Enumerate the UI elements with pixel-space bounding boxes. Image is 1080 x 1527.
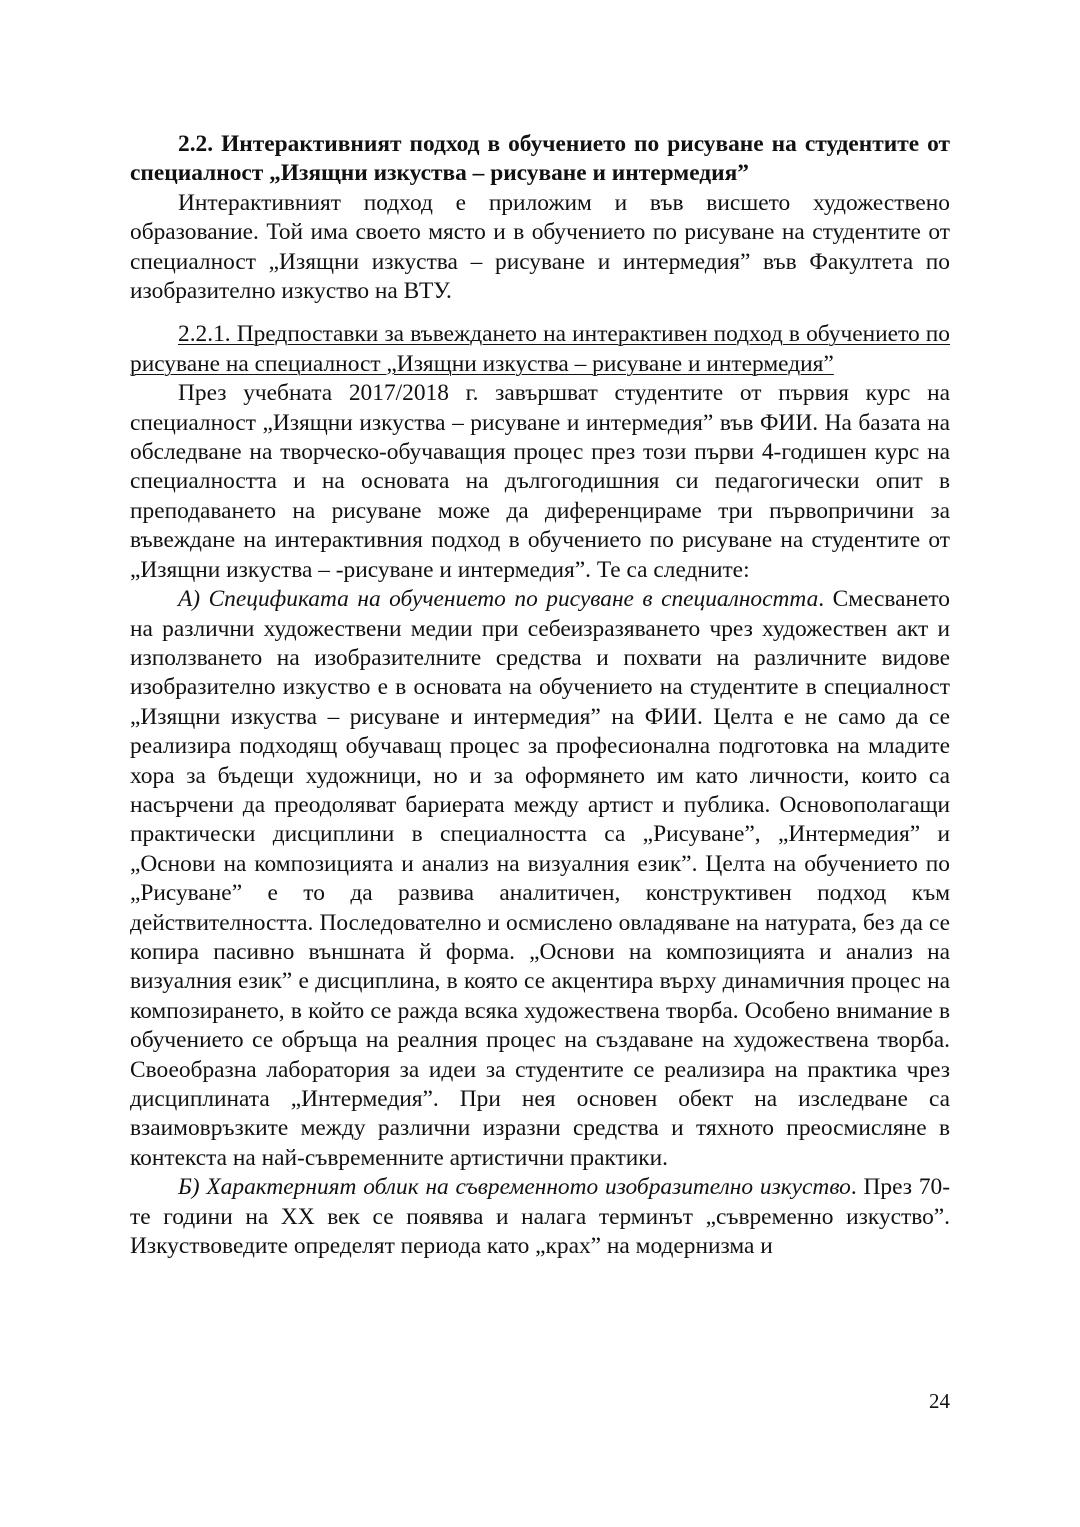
page-number: 24: [929, 1389, 950, 1413]
document-page: [130, 130, 950, 1261]
section-a-lead: А) Спецификата на обучението по рисуване в специалността: [178, 586, 819, 613]
section-b-paragraph: [130, 1173, 950, 1261]
section-a-text: . Смесването на различни художествени медии при себеизразяването чрез художествен акт и използването на изобразителните средства и похвати на различните видове изобразително изкуство е в основата на обучението на студентите в специалност „Изящни изкуства – рисуване и интермедия” на ФИИ. Целта е не само да се реализира подходящ обучаващ процес за професионална подготовка на младите хора за бъдещи художници, но и за оформянето им като личности, които са насърчени да преодоляват бариерата между артист и публика. Основополагащи практически дисциплини в специалността са „Рисуване”, „Интермедия” и „Основи на композицията и анализ на визуалния език”. Целта на обучението по „Рисуване” е то да развива аналитичен, конструктивен подход към действителността. Последователно и осмислено овладяване на натурата, без да се копира пасивно външната й форма. „Основи на композицията и анализ на визуалния език” е дисциплина, в която се акцентира върху динамичния процес на композирането, в който се ражда всяка художествена творба. Особено внимание в обучението се обръща на реалния процес на създаване на художествена творба. Своеобразна лаборатория за идеи за студентите се реализира на практика чрез дисциплината „Интермедия”. При нея основен обект на изследване са взаимовръзките между различни изразни средства и тяхното преосмисляне в контекста на най-съвременните артистични практики.: [130, 586, 950, 1171]
section-heading: 2.2. Интерактивният подход в обучението по рисуване на студентите от специалност „Изящни изкуства – рисуване и интермедия”: [130, 131, 950, 187]
section-b-text: . През 70-те години на XX век се появява и налага терминът „съвременно изкуство”. Изкуствоведите определят периода като „крах” на модернизма и: [130, 1174, 950, 1260]
section-a-paragraph: [130, 585, 950, 1173]
intro-paragraph: Интерактивният подход е приложим и във висшето художествено образование. Той има своето място и в обучението по рисуване на студентите от специалност „Изящни изкуства – рисуване и интермедия” във Факултета по изобразително изкуство на ВТУ.: [130, 189, 950, 305]
section-b-lead: Б) Характерният облик на съвременното изобразително изкуство: [178, 1174, 851, 1201]
subsection-heading: 2.2.1. Предпоставки за въвеждането на интерактивен подход в обучението по рисуване на специалност „Изящни изкуства – рисуване и интермедия”: [130, 321, 950, 377]
body-paragraph-1: През учебната 2017/2018 г. завършват студентите от първия курс на специалност „Изящни изкуства – рисуване и интермедия” във ФИИ. На базата на обследване на творческо-обучаващия процес през този първи 4-годишен курс на специалността и на основата на дългогодишния си педагогически опит в преподаването на рисуване може да диференцираме три първопричини за въвеждане на интерактивния подход в обучението по рисуване на студентите от „Изящни изкуства – -рисуване и интермедия”. Те са следните:: [130, 380, 950, 583]
